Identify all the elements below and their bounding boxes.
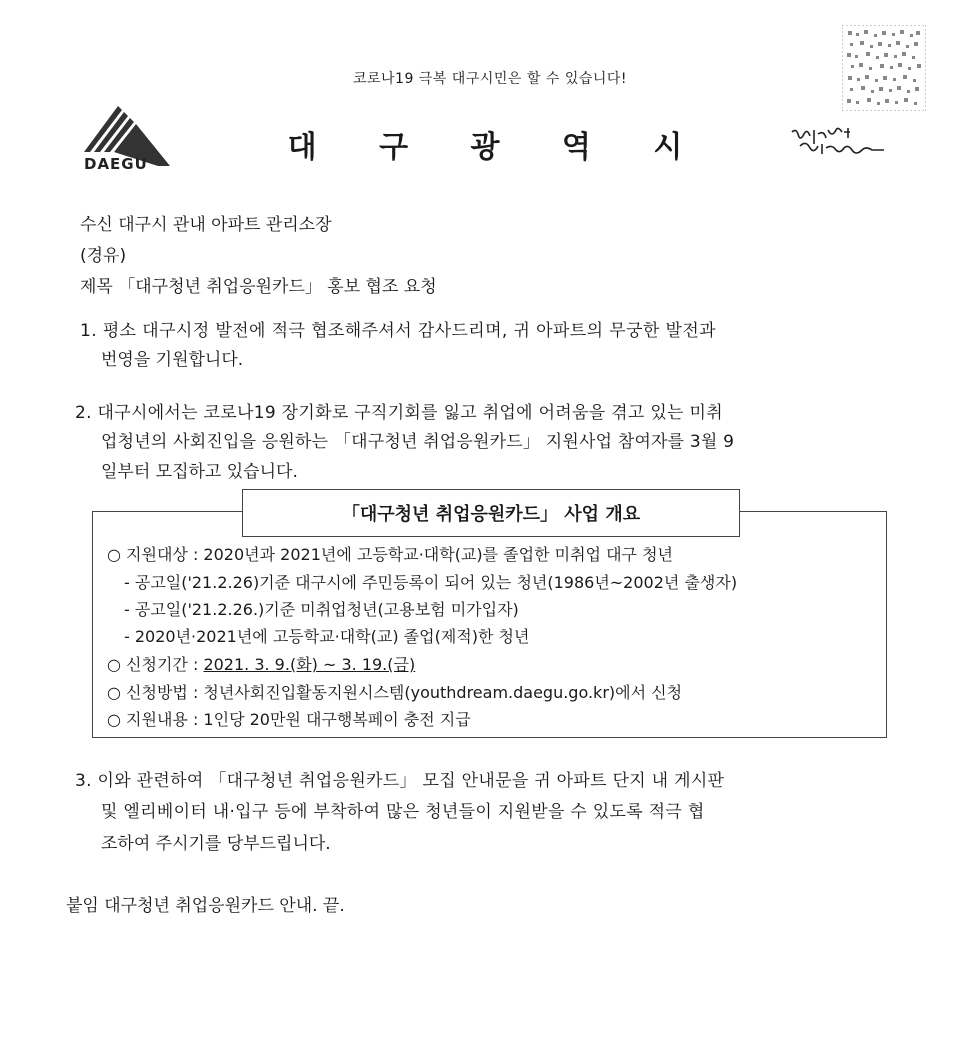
via-line: (경유)	[80, 246, 127, 266]
recipient-line: 수신 대구시 관내 아파트 관리소장	[80, 215, 332, 235]
paragraph-3-line-2: 및 엘리베이터 내·입구 등에 부착하여 많은 청년들이 지원받을 수 있도록 적극 협	[101, 802, 705, 822]
organization-title: 대 구 광 역 시	[287, 130, 709, 165]
paragraph-2-line-1: 2. 대구시에서는 코로나19 장기화로 구직기회를 잃고 취업에 어려움을 겪고 있는 미취	[75, 403, 723, 423]
support-content: ○ 지원내용 : 1인당 20만원 대구행복페이 충전 지급	[107, 710, 471, 729]
paragraph-1-line-2: 번영을 기원합니다.	[101, 350, 244, 370]
application-period	[107, 652, 415, 675]
application-period-value: 2021. 3. 9.(화) ~ 3. 19.(금)	[203, 655, 416, 674]
support-target: ○ 지원대상 : 2020년과 2021년에 고등학교·대학(교)를 졸업한 미취업 대구 청년	[107, 545, 673, 564]
logo-text: DAEGU	[84, 155, 148, 173]
handwritten-slogan-icon	[788, 124, 898, 160]
qr-code-icon	[842, 25, 926, 111]
paragraph-2-line-3: 일부터 모집하고 있습니다.	[101, 462, 298, 482]
paragraph-2-line-2: 업청년의 사회진입을 응원하는 「대구청년 취업응원카드」 지원사업 참여자를 3월 9	[101, 432, 735, 452]
support-target-condition-3: - 2020년·2021년에 고등학교·대학(교) 졸업(제적)한 청년	[124, 627, 530, 646]
paragraph-1-line-1: 1. 평소 대구시정 발전에 적극 협조해주셔서 감사드리며, 귀 아파트의 무궁한 발전과	[80, 321, 716, 341]
application-method: ○ 신청방법 : 청년사회진입활동지원시스템(youthdream.daegu.go.kr)에서 신청	[107, 683, 683, 702]
support-target-condition-1: - 공고일('21.2.26)기준 대구시에 주민등록이 되어 있는 청년(1986년~2002년 출생자)	[124, 573, 738, 592]
subject-line: 제목 「대구청년 취업응원카드」 홍보 협조 요청	[80, 277, 437, 297]
top-slogan: 코로나19 극복 대구시민은 할 수 있습니다!	[352, 71, 628, 87]
paragraph-3-line-3: 조하여 주시기를 당부드립니다.	[101, 834, 331, 854]
overview-title: 「대구청년 취업응원카드」 사업 개요	[341, 504, 641, 525]
attachment-line: 붙임 대구청년 취업응원카드 안내. 끝.	[66, 896, 345, 916]
support-target-condition-2: - 공고일('21.2.26.)기준 미취업청년(고용보험 미가입자)	[124, 600, 519, 619]
paragraph-3-line-1: 3. 이와 관련하여 「대구청년 취업응원카드」 모집 안내문을 귀 아파트 단지 내 게시판	[75, 771, 725, 791]
application-period-label: ○ 신청기간 :	[107, 655, 204, 674]
